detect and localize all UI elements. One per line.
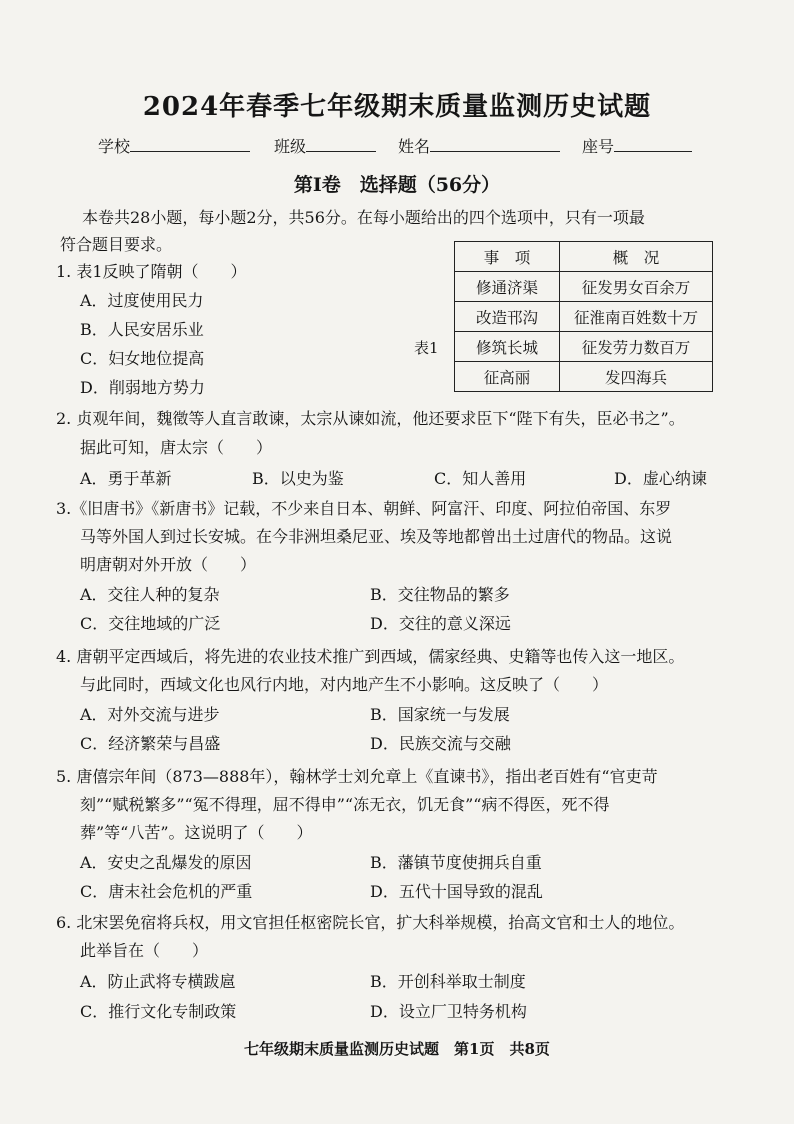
question-6-stem: 6. 北宋罢免宿将兵权，用文官担任枢密院长官，扩大科举规模，抬高文官和士人的地位。 <box>56 913 685 932</box>
table-label: 表1 <box>414 339 439 357</box>
name-label: 姓名 <box>398 137 431 156</box>
question-6-option-c[interactable]: C．推行文化专制政策 <box>80 1002 237 1021</box>
question-2-option-c[interactable]: C．知人善用 <box>434 469 527 488</box>
question-3-stem: 3.《旧唐书》《新唐书》记载，不少来自日本、朝鲜、阿富汗、印度、阿拉伯帝国、东罗 <box>56 499 672 518</box>
name-field <box>398 134 560 157</box>
table-cell: 改造邗沟 <box>455 302 560 332</box>
table-cell: 发四海兵 <box>560 362 713 392</box>
question-1-option-c[interactable]: C．妇女地位提高 <box>80 349 205 368</box>
question-5-option-a[interactable]: A．安史之乱爆发的原因 <box>80 853 252 872</box>
question-1-option-b[interactable]: B．人民安居乐业 <box>80 320 204 339</box>
question-6-stem: 此举旨在（ ） <box>80 941 209 960</box>
table-cell: 征淮南百姓数十万 <box>560 302 713 332</box>
question-4-stem: 4. 唐朝平定西域后，将先进的农业技术推广到西域，儒家经典、史籍等也传入这一地区。 <box>56 647 685 666</box>
school-label: 学校 <box>98 137 131 156</box>
class-label: 班级 <box>274 137 307 156</box>
question-6-option-a[interactable]: A．防止武将专横跋扈 <box>80 972 236 991</box>
seat-label: 座号 <box>582 137 615 156</box>
instructions-line: 本卷共28小题，每小题2分，共56分。在每小题给出的四个选项中，只有一项最 <box>82 208 645 227</box>
question-5-option-d[interactable]: D．五代十国导致的混乱 <box>370 882 543 901</box>
question-5-option-b[interactable]: B．藩镇节度使拥兵自重 <box>370 853 542 872</box>
question-4-option-b[interactable]: B．国家统一与发展 <box>370 705 510 724</box>
question-1-option-d[interactable]: D．削弱地方势力 <box>80 378 205 397</box>
question-5-stem: 刻”“赋税繁多”“冤不得理，屈不得申”“冻无衣，饥无食”“病不得医，死不得 <box>80 795 610 814</box>
table-row <box>455 302 713 332</box>
question-6-option-b[interactable]: B．开创科举取士制度 <box>370 972 526 991</box>
table-row <box>455 362 713 392</box>
seat-field <box>582 134 692 157</box>
table-cell: 征发男女百余万 <box>560 272 713 302</box>
question-5-option-c[interactable]: C．唐末社会危机的严重 <box>80 882 253 901</box>
question-6-option-d[interactable]: D．设立厂卫特务机构 <box>370 1002 527 1021</box>
table-header-cell: 概 况 <box>560 242 713 272</box>
question-2-option-a[interactable]: A．勇于革新 <box>80 469 172 488</box>
question-3-option-d[interactable]: D．交往的意义深远 <box>370 614 511 633</box>
question-5-stem: 葬”等“八苦”。这说明了（ ） <box>80 823 313 842</box>
table-cell: 征高丽 <box>455 362 560 392</box>
table-cell: 修通济渠 <box>455 272 560 302</box>
seat-blank[interactable] <box>614 137 692 152</box>
question-3-option-a[interactable]: A．交往人种的复杂 <box>80 585 220 604</box>
question-4-option-c[interactable]: C．经济繁荣与昌盛 <box>80 734 221 753</box>
table-1 <box>454 241 713 392</box>
question-3-option-b[interactable]: B．交往物品的繁多 <box>370 585 510 604</box>
table-header-cell: 事 项 <box>455 242 560 272</box>
section-heading: 第Ⅰ卷 选择题（56分） <box>293 174 501 196</box>
class-blank[interactable] <box>306 137 376 152</box>
question-3-option-c[interactable]: C．交往地域的广泛 <box>80 614 221 633</box>
question-5-stem: 5. 唐僖宗年间（873—888年），翰林学士刘允章上《直谏书》，指出老百姓有“官吏苛 <box>56 767 658 786</box>
question-3-stem: 马等外国人到过长安城。在今非洲坦桑尼亚、埃及等地都曾出土过唐代的物品。这说 <box>80 527 673 546</box>
table-header-row <box>455 242 713 272</box>
question-2-option-d[interactable]: D．虚心纳谏 <box>614 469 707 488</box>
question-1-stem: 1. 表1反映了隋朝（ ） <box>56 262 247 281</box>
question-4-stem: 与此同时，西域文化也风行内地，对内地产生不小影响。这反映了（ ） <box>80 675 609 694</box>
table-cell: 征发劳力数百万 <box>560 332 713 362</box>
question-2-option-b[interactable]: B．以史为鉴 <box>252 469 344 488</box>
question-4-option-a[interactable]: A．对外交流与进步 <box>80 705 220 724</box>
table-row <box>455 272 713 302</box>
exam-title: 2024年春季七年级期末质量监测历史试题 <box>142 92 652 122</box>
question-2-stem: 2. 贞观年间，魏徵等人直言敢谏，太宗从谏如流，他还要求臣下“陛下有失，臣必书之”。 <box>56 409 685 428</box>
class-field <box>274 134 376 157</box>
question-2-stem: 据此可知，唐太宗（ ） <box>80 438 273 457</box>
school-blank[interactable] <box>130 137 250 152</box>
table-row <box>455 332 713 362</box>
question-3-stem: 明唐朝对外开放（ ） <box>80 555 257 574</box>
name-blank[interactable] <box>430 137 560 152</box>
instructions-line: 符合题目要求。 <box>60 235 173 254</box>
school-field <box>98 134 250 157</box>
page-footer: 七年级期末质量监测历史试题 第1页 共8页 <box>244 1040 550 1058</box>
table-cell: 修筑长城 <box>455 332 560 362</box>
question-1-option-a[interactable]: A．过度使用民力 <box>80 291 204 310</box>
question-4-option-d[interactable]: D．民族交流与交融 <box>370 734 511 753</box>
